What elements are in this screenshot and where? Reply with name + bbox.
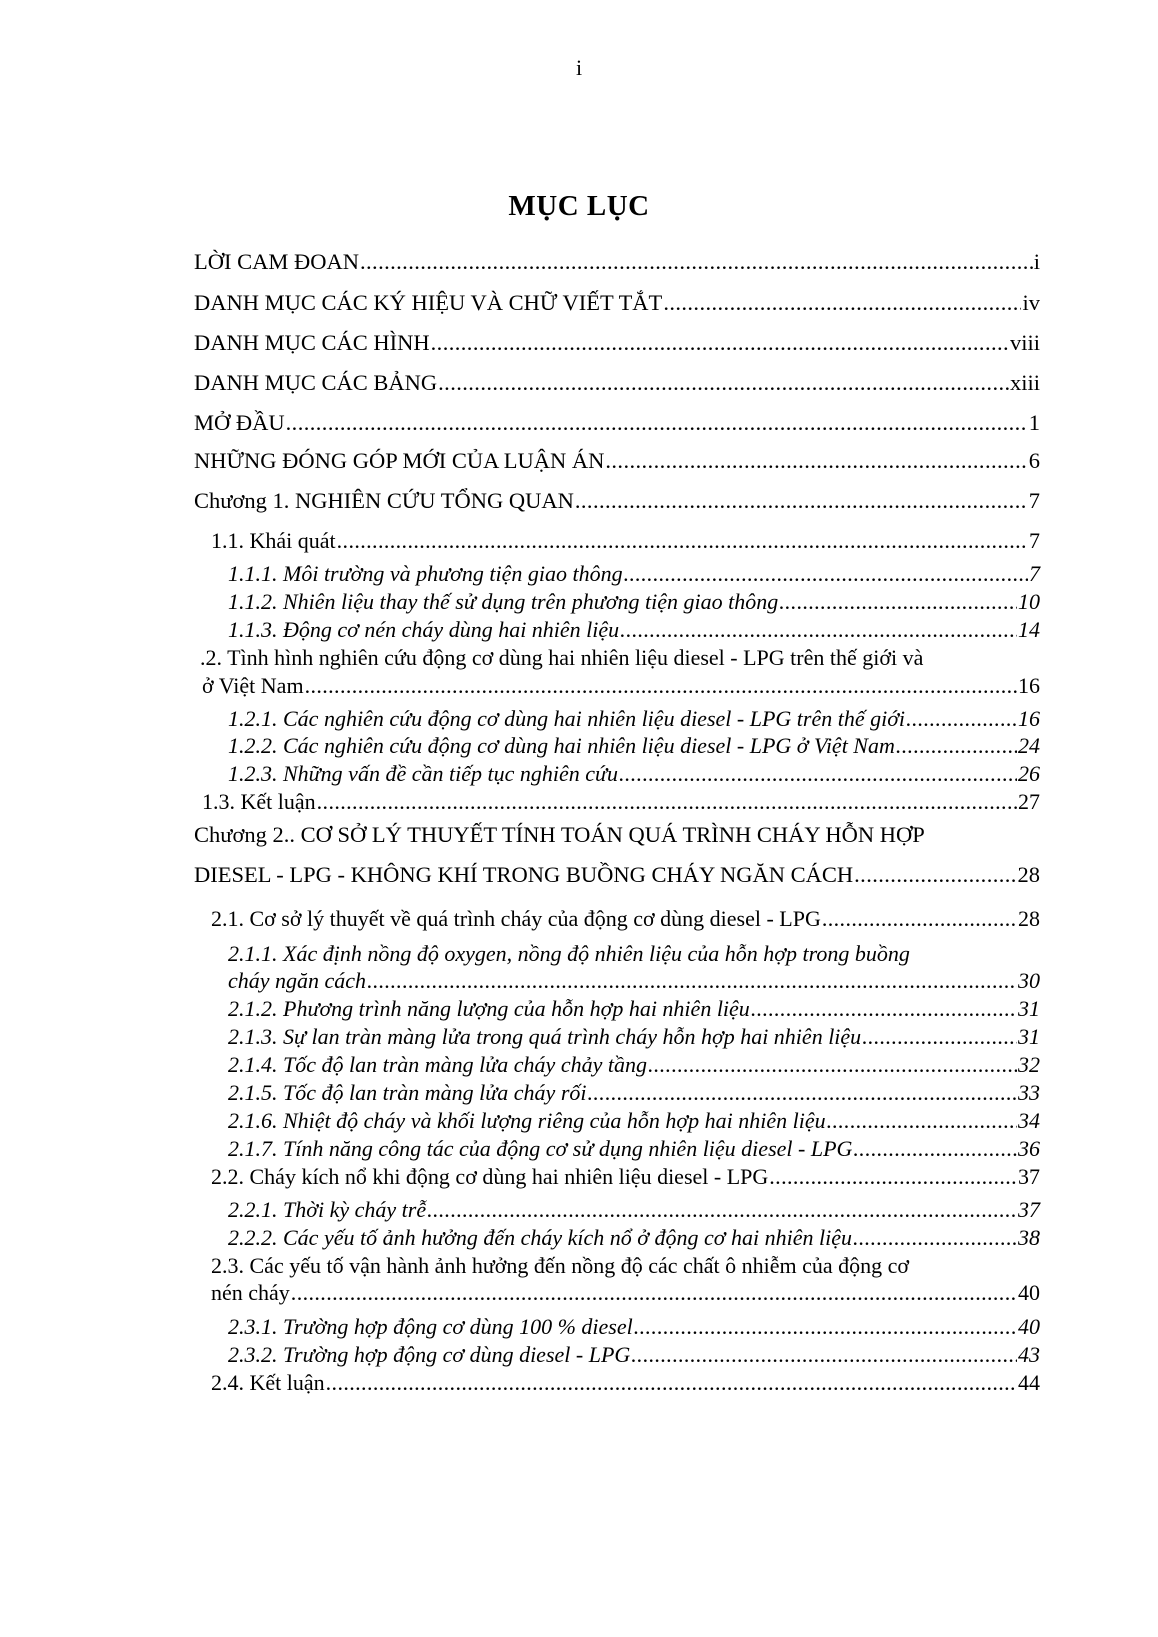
dot-leader xyxy=(367,967,1017,994)
toc-entry-2-3-1[interactable]: 2.3.1. Trường hợp động cơ dùng 100 % diesel ..... 40 xyxy=(228,1313,1040,1340)
toc-entry-1-1[interactable]: 1.1. Khái quát ..... 7 xyxy=(211,527,1040,554)
dot-leader xyxy=(286,409,1028,436)
dot-leader xyxy=(620,616,1017,643)
toc-entry-2-1-7[interactable]: 2.1.7. Tính năng công tác của động cơ sử dụng nhiên liệu diesel - LPG ..... 36 xyxy=(228,1135,1040,1162)
toc-entry-2-2[interactable]: 2.2. Cháy kích nổ khi động cơ dùng hai nhiên liệu diesel - LPG ..... 37 xyxy=(211,1163,1040,1190)
toc-entry-2-2-1[interactable]: 2.2.1. Thời kỳ cháy trễ ..... 37 xyxy=(228,1196,1040,1223)
toc-entry-1-2[interactable]: ở Việt Nam ..... 16 xyxy=(202,672,1040,699)
dot-leader xyxy=(624,560,1028,587)
dot-leader xyxy=(769,1163,1017,1190)
page-title: MỤC LỤC xyxy=(508,190,650,222)
toc-entry-1-2-2[interactable]: 1.2.2. Các nghiên cứu động cơ dùng hai nhiên liệu diesel - LPG ở Việt Nam ..... 24 xyxy=(228,732,1040,759)
toc-entry-2-1-6[interactable]: 2.1.6. Nhiệt độ cháy và khối lượng riêng của hỗn hợp hai nhiên liệu ..... 34 xyxy=(228,1107,1040,1134)
dot-leader xyxy=(360,248,1033,275)
dot-leader xyxy=(663,289,1021,316)
dot-leader xyxy=(906,705,1017,732)
toc-entry-2-3[interactable]: nén cháy ..... 40 xyxy=(211,1279,1040,1306)
toc-entry-loi-cam-doan[interactable]: LỜI CAM ĐOAN ..... i xyxy=(194,248,1040,275)
dot-leader xyxy=(631,1341,1017,1368)
dot-leader xyxy=(827,1107,1017,1134)
dot-leader xyxy=(337,527,1028,554)
toc-entry-1-3[interactable]: 1.3. Kết luận ..... 27 xyxy=(202,788,1040,815)
dot-leader xyxy=(862,1023,1017,1050)
dot-leader xyxy=(779,588,1017,615)
page-number: i xyxy=(575,55,583,80)
toc-entry-2-2-2[interactable]: 2.2.2. Các yếu tố ảnh hưởng đến cháy kích nổ ở động cơ hai nhiên liệu ..... 38 xyxy=(228,1224,1040,1251)
toc-entry-2-3-2[interactable]: 2.3.2. Trường hợp động cơ dùng diesel - LPG ..... 43 xyxy=(228,1341,1040,1368)
dot-leader xyxy=(427,1196,1017,1223)
dot-leader xyxy=(853,1224,1017,1251)
dot-leader xyxy=(438,369,1009,396)
toc-entry-mo-dau[interactable]: MỞ ĐẦU ..... 1 xyxy=(194,409,1040,436)
dot-leader xyxy=(431,329,1009,356)
dot-leader xyxy=(853,1135,1017,1162)
toc-entry-ky-hieu[interactable]: DANH MỤC CÁC KÝ HIỆU VÀ CHỮ VIẾT TẮT ..... iv xyxy=(194,289,1040,316)
dot-leader xyxy=(291,1279,1017,1306)
dot-leader xyxy=(648,1051,1017,1078)
toc-entry-2-3-first-line: 2.3. Các yếu tố vận hành ảnh hưởng đến nồng độ các chất ô nhiễm của động cơ xyxy=(211,1253,910,1278)
toc-entry-1-1-1[interactable]: 1.1.1. Môi trường và phương tiện giao thông ..... 7 xyxy=(228,560,1040,587)
toc-entry-2-1-5[interactable]: 2.1.5. Tốc độ lan tràn màng lửa cháy rối ..... 33 xyxy=(228,1079,1040,1106)
dot-leader xyxy=(751,995,1017,1022)
toc-entry-2-1-1-first-line: 2.1.1. Xác định nồng độ oxygen, nồng độ nhiên liệu của hỗn hợp trong buồng xyxy=(228,941,910,966)
toc-entry-cac-hinh[interactable]: DANH MỤC CÁC HÌNH ..... viii xyxy=(194,329,1040,356)
toc-entry-cac-bang[interactable]: DANH MỤC CÁC BẢNG ..... xiii xyxy=(194,369,1040,396)
toc-entry-2-4[interactable]: 2.4. Kết luận ..... 44 xyxy=(211,1369,1040,1396)
toc-entry-1-2-first-line: .2. Tình hình nghiên cứu động cơ dùng hai nhiên liệu diesel - LPG trên thế giới và xyxy=(200,645,924,670)
dot-leader xyxy=(605,447,1027,474)
toc-entry-dong-gop[interactable]: NHỮNG ĐÓNG GÓP MỚI CỦA LUẬN ÁN ..... 6 xyxy=(194,447,1040,474)
toc-entry-1-1-3[interactable]: 1.1.3. Động cơ nén cháy dùng hai nhiên liệu ..... 14 xyxy=(228,616,1040,643)
toc-entry-2-1-2[interactable]: 2.1.2. Phương trình năng lượng của hỗn hợp hai nhiên liệu ..... 31 xyxy=(228,995,1040,1022)
dot-leader xyxy=(822,905,1017,932)
toc-entry-2-1-1[interactable]: cháy ngăn cách ..... 30 xyxy=(228,967,1040,994)
toc-entry-2-1[interactable]: 2.1. Cơ sở lý thuyết về quá trình cháy của động cơ dùng diesel - LPG ..... 28 xyxy=(211,905,1040,932)
dot-leader xyxy=(588,1079,1018,1106)
toc-entry-chuong-2-first-line: Chương 2.. CƠ SỞ LÝ THUYẾT TÍNH TOÁN QUÁ TRÌNH CHÁY HỖN HỢP xyxy=(194,822,925,847)
toc-entry-2-1-3[interactable]: 2.1.3. Sự lan tràn màng lửa trong quá trình cháy hỗn hợp hai nhiên liệu ..... 31 xyxy=(228,1023,1040,1050)
dot-leader xyxy=(317,788,1017,815)
dot-leader xyxy=(575,487,1028,514)
toc-entry-1-2-1[interactable]: 1.2.1. Các nghiên cứu động cơ dùng hai nhiên liệu diesel - LPG trên thế giới ..... 16 xyxy=(228,705,1040,732)
dot-leader xyxy=(854,861,1016,888)
dot-leader xyxy=(305,672,1017,699)
dot-leader xyxy=(634,1313,1017,1340)
dot-leader xyxy=(326,1369,1017,1396)
dot-leader xyxy=(619,760,1017,787)
toc-entry-chuong-1[interactable]: Chương 1. NGHIÊN CỨU TỔNG QUAN ..... 7 xyxy=(194,487,1040,514)
toc-entry-1-1-2[interactable]: 1.1.2. Nhiên liệu thay thế sử dụng trên phương tiện giao thông ..... 10 xyxy=(228,588,1040,615)
toc-entry-2-1-4[interactable]: 2.1.4. Tốc độ lan tràn màng lửa cháy chảy tầng ..... 32 xyxy=(228,1051,1040,1078)
toc-entry-1-2-3[interactable]: 1.2.3. Những vấn đề cần tiếp tục nghiên cứu ..... 26 xyxy=(228,760,1040,787)
toc-entry-chuong-2[interactable]: DIESEL - LPG - KHÔNG KHÍ TRONG BUỒNG CHÁY NGĂN CÁCH ..... 28 xyxy=(194,861,1040,888)
dot-leader xyxy=(896,732,1017,759)
